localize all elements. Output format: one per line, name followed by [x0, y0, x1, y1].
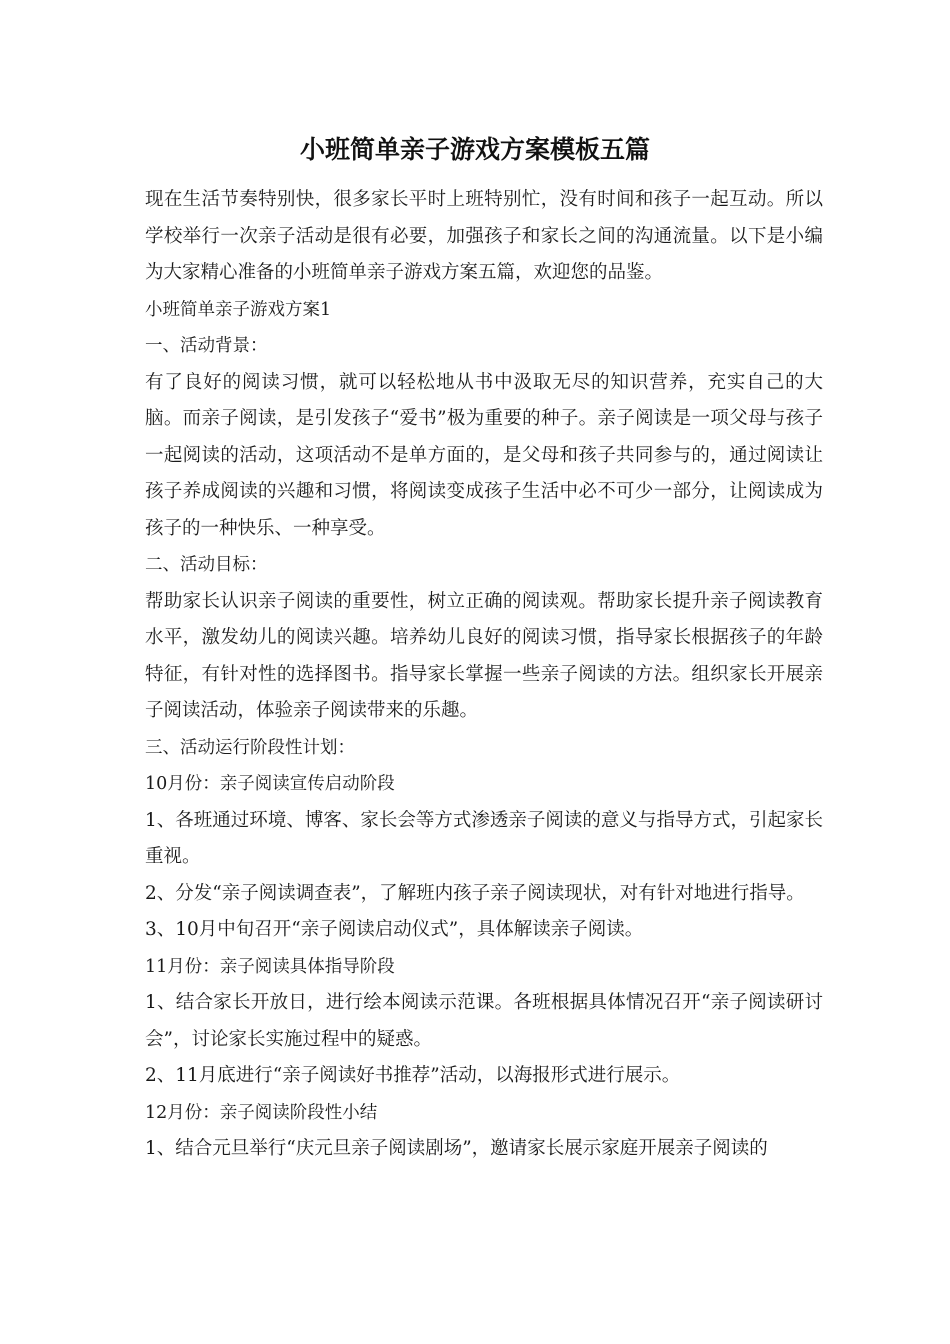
october-item-1: 1、各班通过环境、博客、家长会等方式渗透亲子阅读的意义与指导方式，引起家长重视。 — [145, 809, 823, 867]
october-item-3: 3、10月中旬召开“亲子阅读启动仪式”，具体解读亲子阅读。 — [145, 919, 644, 940]
plan-1-title: 小班简单亲子游戏方案1 — [145, 299, 332, 320]
section-heading-background: 一、活动背景： — [145, 336, 268, 356]
intro-paragraph: 现在生活节奏特别快，很多家长平时上班特别忙，没有时间和孩子一起互动。所以学校举行一次亲子活动是很有必要，加强孩子和家长之间的沟通流量。以下是小编为大家精心准备的小班简单亲子游戏方案五篇，欢迎您的品鉴。 — [145, 189, 823, 283]
december-heading: 12月份：亲子阅读阶段性小结 — [145, 1102, 378, 1123]
section-heading-schedule: 三、活动运行阶段性计划： — [145, 737, 355, 758]
section-heading-goals: 二、活动目标： — [145, 555, 268, 575]
october-heading: 10月份：亲子阅读宣传启动阶段 — [145, 774, 395, 794]
document-title: 小班简单亲子游戏方案模板五篇 — [299, 135, 650, 164]
background-paragraph: 有了良好的阅读习惯，就可以轻松地从书中汲取无尽的知识营养，充实自己的大脑。而亲子阅读，是引发孩子“爱书”极为重要的种子。亲子阅读是一项父母与孩子一起阅读的活动，这项活动不是单方面的，是父母和孩子共同参与的，通过阅读让孩子养成阅读的兴趣和习惯，将阅读变成孩子生活中必不可少一部分，让阅读成为孩子的一种快乐、一种享受。 — [145, 371, 823, 539]
december-item-1: 1、结合元旦举行“庆元旦亲子阅读剧场”，邀请家长展示家庭开展亲子阅读的 — [145, 1138, 768, 1159]
document-body — [145, 182, 823, 1168]
october-item-2: 2、分发“亲子阅读调查表”，了解班内孩子亲子阅读现状，对有针对地进行指导。 — [145, 882, 805, 904]
goals-paragraph: 帮助家长认识亲子阅读的重要性，树立正确的阅读观。帮助家长提升亲子阅读教育水平，激发幼儿的阅读兴趣。培养幼儿良好的阅读习惯，指导家长根据孩子的年龄特征，有针对性的选择图书。指导家长掌握一些亲子阅读的方法。组织家长开展亲子阅读活动，体验亲子阅读带来的乐趣。 — [145, 590, 823, 721]
november-item-1: 1、结合家长开放日，进行绘本阅读示范课。各班根据具体情况召开“亲子阅读研讨会”，讨论家长实施过程中的疑惑。 — [145, 992, 823, 1050]
november-item-2: 2、11月底进行“亲子阅读好书推荐”活动，以海报形式进行展示。 — [145, 1065, 681, 1086]
november-heading: 11月份：亲子阅读具体指导阶段 — [145, 956, 395, 977]
